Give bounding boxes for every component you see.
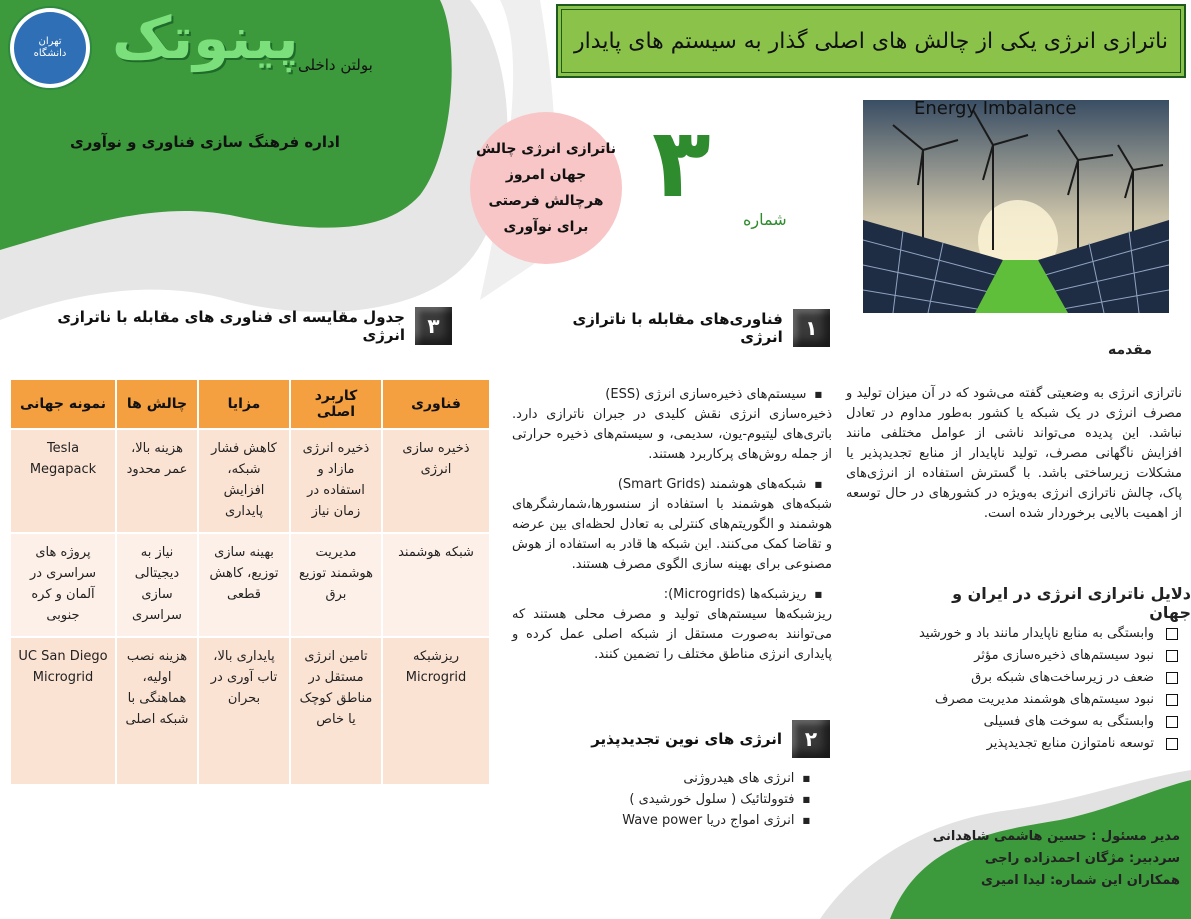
credit-line: سردبیر: مژگان احمدزاده راجی: [984, 851, 1180, 866]
table-header-row: [10, 379, 490, 429]
renewable-item: [600, 789, 820, 810]
energy-photo: [863, 100, 1169, 313]
checkbox-icon: [1166, 738, 1178, 750]
checkbox-icon: [1166, 650, 1178, 662]
tech-item-body: شبکه‌های هوشمند با استفاده از سنسورها،شمارشگرهای هوشمند و الگوریتم‌های کنترلی به تعادل لحظه‌ای بین عرضه و تقاضا کمک می‌کنند. این شبکه ها قادر به استفاده از هوش مصنوعی برای بهینه سازی الگوی مصرف هستند.: [512, 497, 832, 572]
comparison-table: [9, 378, 491, 786]
renewable-item: [600, 768, 820, 789]
reason-text: نبود سیستم‌های ذخیره‌سازی مؤثر: [974, 648, 1154, 663]
logo-text-top: تهران: [38, 36, 62, 47]
reason-text: وابستگی به سوخت های فسیلی: [983, 714, 1154, 729]
table-header-cell: فناوری: [382, 379, 490, 429]
issue-number: ۳: [652, 107, 711, 219]
table-cell: بهینه سازی توزیع، کاهش قطعی: [198, 533, 290, 637]
renewable-text: فتوولتائیک ( سلول خورشیدی ): [629, 792, 795, 807]
reason-text: توسعه نامتوازن منابع تجدیدپذیر: [986, 736, 1154, 751]
renewable-text: انرژی های هیدروژنی: [683, 771, 795, 786]
university-logo: [8, 6, 92, 90]
renewable-item: [600, 810, 820, 831]
photo-caption: Energy Imbalance: [914, 98, 1077, 119]
tagline-text: [476, 136, 616, 240]
tagline-line: برای نوآوری: [503, 219, 589, 235]
section1-content: [512, 385, 832, 675]
tech-title-text: سیستم‌های ذخیره‌سازی انرژی (ESS): [605, 387, 807, 402]
table-header-cell: نمونه جهانی: [10, 379, 116, 429]
tagline-line: جهان امروز: [505, 167, 587, 183]
checkbox-icon: [1166, 672, 1178, 684]
table-header-cell: کاربرد اصلی: [290, 379, 382, 429]
page-title: ناترازی انرژی یکی از چالش های اصلی گذار به سیستم های پایدار: [556, 4, 1186, 78]
section1-number: ۱: [793, 309, 830, 347]
reason-item: [860, 711, 1178, 733]
bullet-icon: ■: [814, 390, 822, 399]
renewables-list: [600, 768, 820, 831]
section2-number: ۲: [792, 720, 830, 758]
tech-item-body: ریزشبکه‌ها سیستم‌های تولید و مصرف محلی هستند که می‌توانند به‌صورت مستقل از شبکه اصلی عمل کرده و پایداری انرژی مناطق مختلف را تضمین کنند.: [512, 607, 832, 662]
table-header-cell: مزایا: [198, 379, 290, 429]
table-cell: ذخیره انرژی مازاد و استفاده در زمان نیاز: [290, 429, 382, 533]
reason-item: [860, 733, 1178, 755]
table-cell: تامین انرژی مستقل در مناطق کوچک یا خاص: [290, 637, 382, 785]
intro-heading: مقدمه: [1108, 342, 1152, 358]
table-cell: شبکه هوشمند: [382, 533, 490, 637]
credit-line: همکاران این شماره: لیدا امیری: [980, 873, 1180, 888]
table-cell: هزینه بالا، عمر محدود: [116, 429, 198, 533]
checkbox-icon: [1166, 716, 1178, 728]
section3-title: جدول مقایسه ای فناوری های مقابله با ناترازی انرژی: [57, 308, 405, 344]
table-row: [10, 533, 490, 637]
table-cell: UC San Diego Microgrid: [10, 637, 116, 785]
section1-heading: [530, 309, 830, 347]
tech-title-text: ریزشبکه‌ها (Microgrids):: [663, 587, 807, 602]
bullet-icon: ■: [802, 774, 810, 783]
table-cell: نیاز به دیجیتالی سازی سراسری: [116, 533, 198, 637]
table-cell: ذخیره سازی انرژی: [382, 429, 490, 533]
credits: [900, 826, 1180, 892]
section2-heading: [560, 720, 830, 758]
tagline-line: ناترازی انرژی چالش: [476, 141, 616, 157]
section3-heading: [20, 307, 452, 345]
reasons-heading: دلایل ناترازی انرژی در ایران و جهان: [952, 584, 1191, 622]
bullet-icon: ■: [802, 795, 810, 804]
table-cell: Tesla Megapack: [10, 429, 116, 533]
table-cell: مدیریت هوشمند توزیع برق: [290, 533, 382, 637]
intro-body: ناترازی انرژی به وضعیتی گفته می‌شود که در آن میزان تولید و مصرف انرژی در یک شبکه یا کشور به‌طور مداوم در تعادل نباشد. این پدیده می‌تواند ناشی از عوامل مختلفی مانند افزایش ناگهانی مصرف، تولید ناپایدار از منابع تجدیدپذیر یا مشکلات زیرساختی باشد. با گسترش استفاده از انرژی‌های پاک، چالش ناترازی انرژی به‌ویژه در کشورهای در حال توسعه از اهمیت بالایی برخوردار شده است.: [846, 386, 1182, 521]
bullet-icon: ■: [814, 480, 822, 489]
reason-item: [860, 667, 1178, 689]
tech-item-title: [512, 475, 832, 495]
renewable-text: انرژی امواج دریا Wave power: [622, 813, 795, 828]
tagline-circle: [470, 112, 622, 264]
section2-title: انرژی های نوین تجدیدپذیر: [591, 730, 782, 748]
checkbox-icon: [1166, 694, 1178, 706]
tech-title-text: شبکه‌های هوشمند (Smart Grids): [617, 477, 807, 492]
reason-text: وابستگی به منابع ناپایدار مانند باد و خورشید: [918, 626, 1154, 641]
table-cell: پایداری بالا، تاب آوری در بحران: [198, 637, 290, 785]
tech-item-title: [512, 385, 832, 405]
tech-item-title: [512, 585, 832, 605]
reason-item: [860, 623, 1178, 645]
bullet-icon: ■: [802, 816, 810, 825]
table-cell: پروژه های سراسری در آلمان و کره جنوبی: [10, 533, 116, 637]
section3-number: ۳: [415, 307, 452, 345]
logo-text-bottom: دانشگاه: [33, 48, 67, 59]
tagline-line: هرچالش فرصتی: [488, 193, 604, 209]
tech-item-body: ذخیره‌سازی انرژی نقش کلیدی در جبران ناترازی دارد. باتری‌های لیتیوم-یون، سدیمی، و سیستم‌های ذخیره حرارتی از جمله روش‌های پرکاربرد هستند.: [512, 407, 832, 462]
brand-title: پینوتک: [112, 4, 299, 72]
reason-text: ضعف در زیرساخت‌های شبکه برق: [971, 670, 1154, 685]
table-header-cell: چالش ها: [116, 379, 198, 429]
table-cell: کاهش فشار شبکه، افزایش پایداری: [198, 429, 290, 533]
table-row: [10, 429, 490, 533]
table-cell: هزینه نصب اولیه، هماهنگی با شبکه اصلی: [116, 637, 198, 785]
credit-line: مدیر مسئول : حسین هاشمی شاهدانی: [932, 829, 1180, 844]
section1-title: فناوری‌های مقابله با ناترازی انرژی: [572, 310, 783, 346]
table-row: [10, 637, 490, 785]
reasons-list: [860, 623, 1178, 755]
reason-text: نبود سیستم‌های هوشمند مدیریت مصرف: [934, 692, 1154, 707]
department-name: اداره فرهنگ سازی فناوری و نوآوری: [70, 133, 340, 151]
bulletin-label: بولتن داخلی: [298, 56, 373, 74]
bullet-icon: ■: [814, 590, 822, 599]
issue-label: شماره: [743, 210, 787, 229]
checkbox-icon: [1166, 628, 1178, 640]
reason-item: [860, 689, 1178, 711]
reason-item: [860, 645, 1178, 667]
table-cell: ریزشبکه Microgrid: [382, 637, 490, 785]
